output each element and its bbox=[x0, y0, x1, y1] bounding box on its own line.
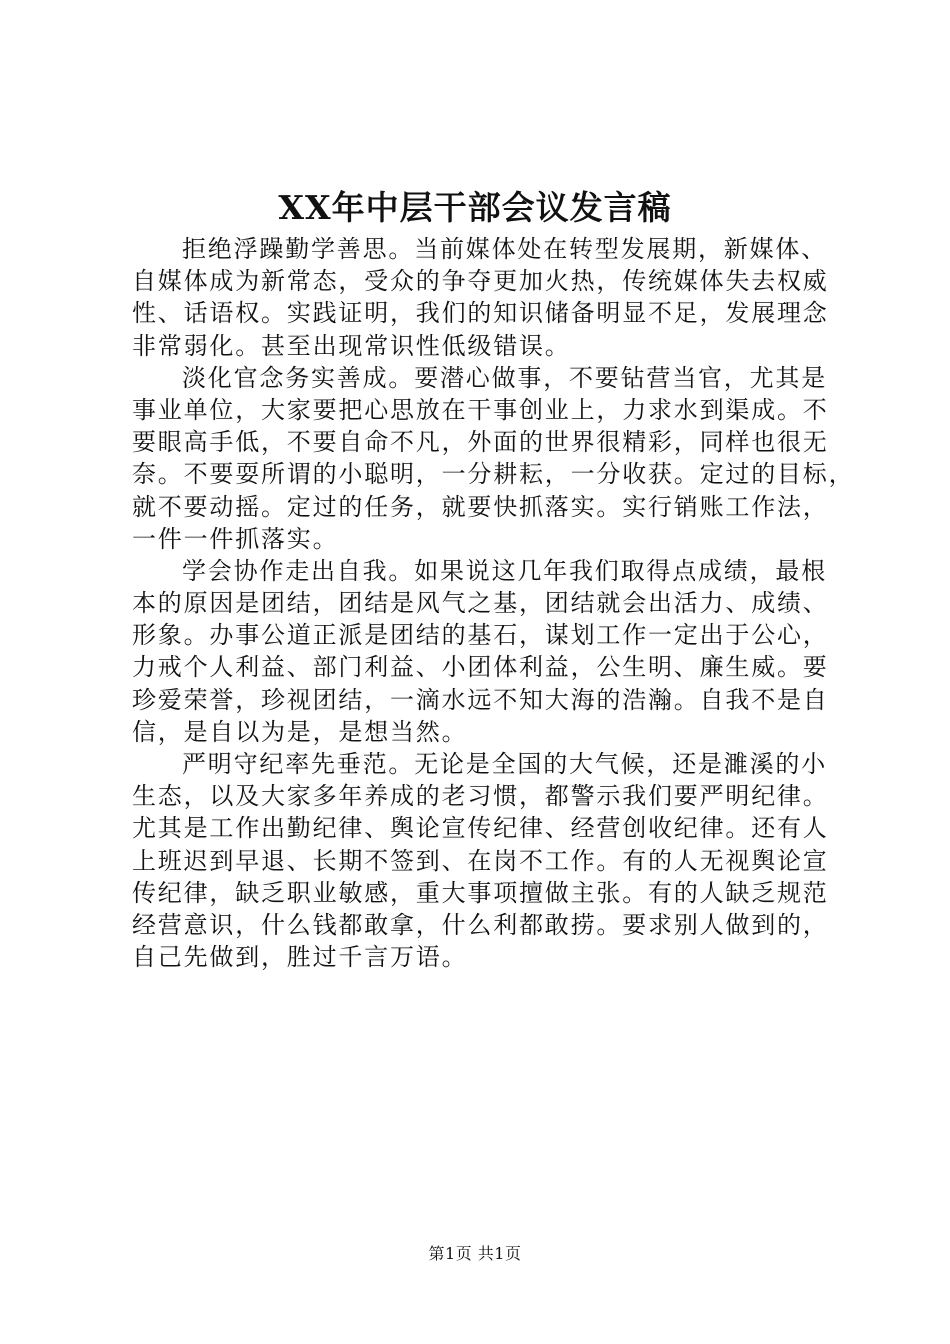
paragraph-line: 事业单位，大家要把心思放在干事创业上，力求水到渠成。不 bbox=[132, 395, 829, 424]
paragraph-line: 就不要动摇。定过的任务，就要快抓落实。实行销账工作法， bbox=[132, 492, 829, 521]
paragraph-line: 性、话语权。实践证明，我们的知识储备明显不足，发展理念 bbox=[132, 299, 829, 328]
paragraph-line: 非常弱化。甚至出现常识性低级错误。 bbox=[132, 331, 571, 360]
paragraph-line: 自己先做到，胜过千言万语。 bbox=[132, 943, 468, 972]
paragraph-line: 学会协作走出自我。如果说这几年我们取得点成绩，最根 bbox=[182, 556, 827, 585]
paragraph-line: 一件一件抓落实。 bbox=[132, 524, 339, 553]
paragraph-line: 形象。办事公道正派是团结的基石，谋划工作一定出于公心， bbox=[132, 621, 829, 650]
paragraph-line: 尤其是工作出勤纪律、舆论宣传纪律、经营创收纪律。还有人 bbox=[132, 814, 829, 843]
paragraph-line: 生态，以及大家多年养成的老习惯，都警示我们要严明纪律。 bbox=[132, 782, 829, 811]
paragraph-line: 经营意识，什么钱都敢拿，什么利都敢捞。要求别人做到的， bbox=[132, 910, 829, 939]
paragraph-line: 珍爱荣誉，珍视团结，一滴水远不知大海的浩瀚。自我不是自 bbox=[132, 685, 829, 714]
paragraph-line: 拒绝浮躁勤学善思。当前媒体处在转型发展期，新媒体、 bbox=[182, 235, 827, 263]
paragraph bbox=[132, 233, 832, 362]
paragraph bbox=[132, 748, 832, 973]
page-footer: 第1页 共1页 bbox=[428, 1244, 522, 1263]
paragraph bbox=[132, 555, 832, 748]
paragraph-line: 本的原因是团结，团结是风气之基，团结就会出活力、成绩、 bbox=[132, 589, 829, 618]
document-title: XX年中层干部会议发言稿 bbox=[278, 188, 672, 227]
document-body bbox=[132, 233, 855, 973]
paragraph-line: 传纪律，缺乏职业敏感，重大事项擅做主张。有的人缺乏规范 bbox=[132, 878, 829, 907]
paragraph-line: 力戒个人利益、部门利益、小团体利益，公生明、廉生威。要 bbox=[132, 653, 829, 682]
paragraph-line: 淡化官念务实善成。要潜心做事，不要钻营当官，尤其是 bbox=[182, 363, 827, 392]
paragraph-line: 自媒体成为新常态，受众的争夺更加火热，传统媒体失去权威 bbox=[132, 267, 829, 296]
paragraph bbox=[132, 362, 855, 555]
paragraph-line: 严明守纪率先垂范。无论是全国的大气候，还是濉溪的小 bbox=[182, 750, 827, 778]
paragraph-line: 要眼高手低，不要自命不凡，外面的世界很精彩，同样也很无 bbox=[132, 428, 829, 457]
paragraph-line: 信，是自以为是，是想当然。 bbox=[132, 717, 468, 746]
paragraph-line: 上班迟到早退、长期不签到、在岗不工作。有的人无视舆论宣 bbox=[132, 846, 829, 875]
paragraph-line: 奈。不要耍所谓的小聪明，一分耕耘，一分收获。定过的目标， bbox=[132, 460, 855, 489]
